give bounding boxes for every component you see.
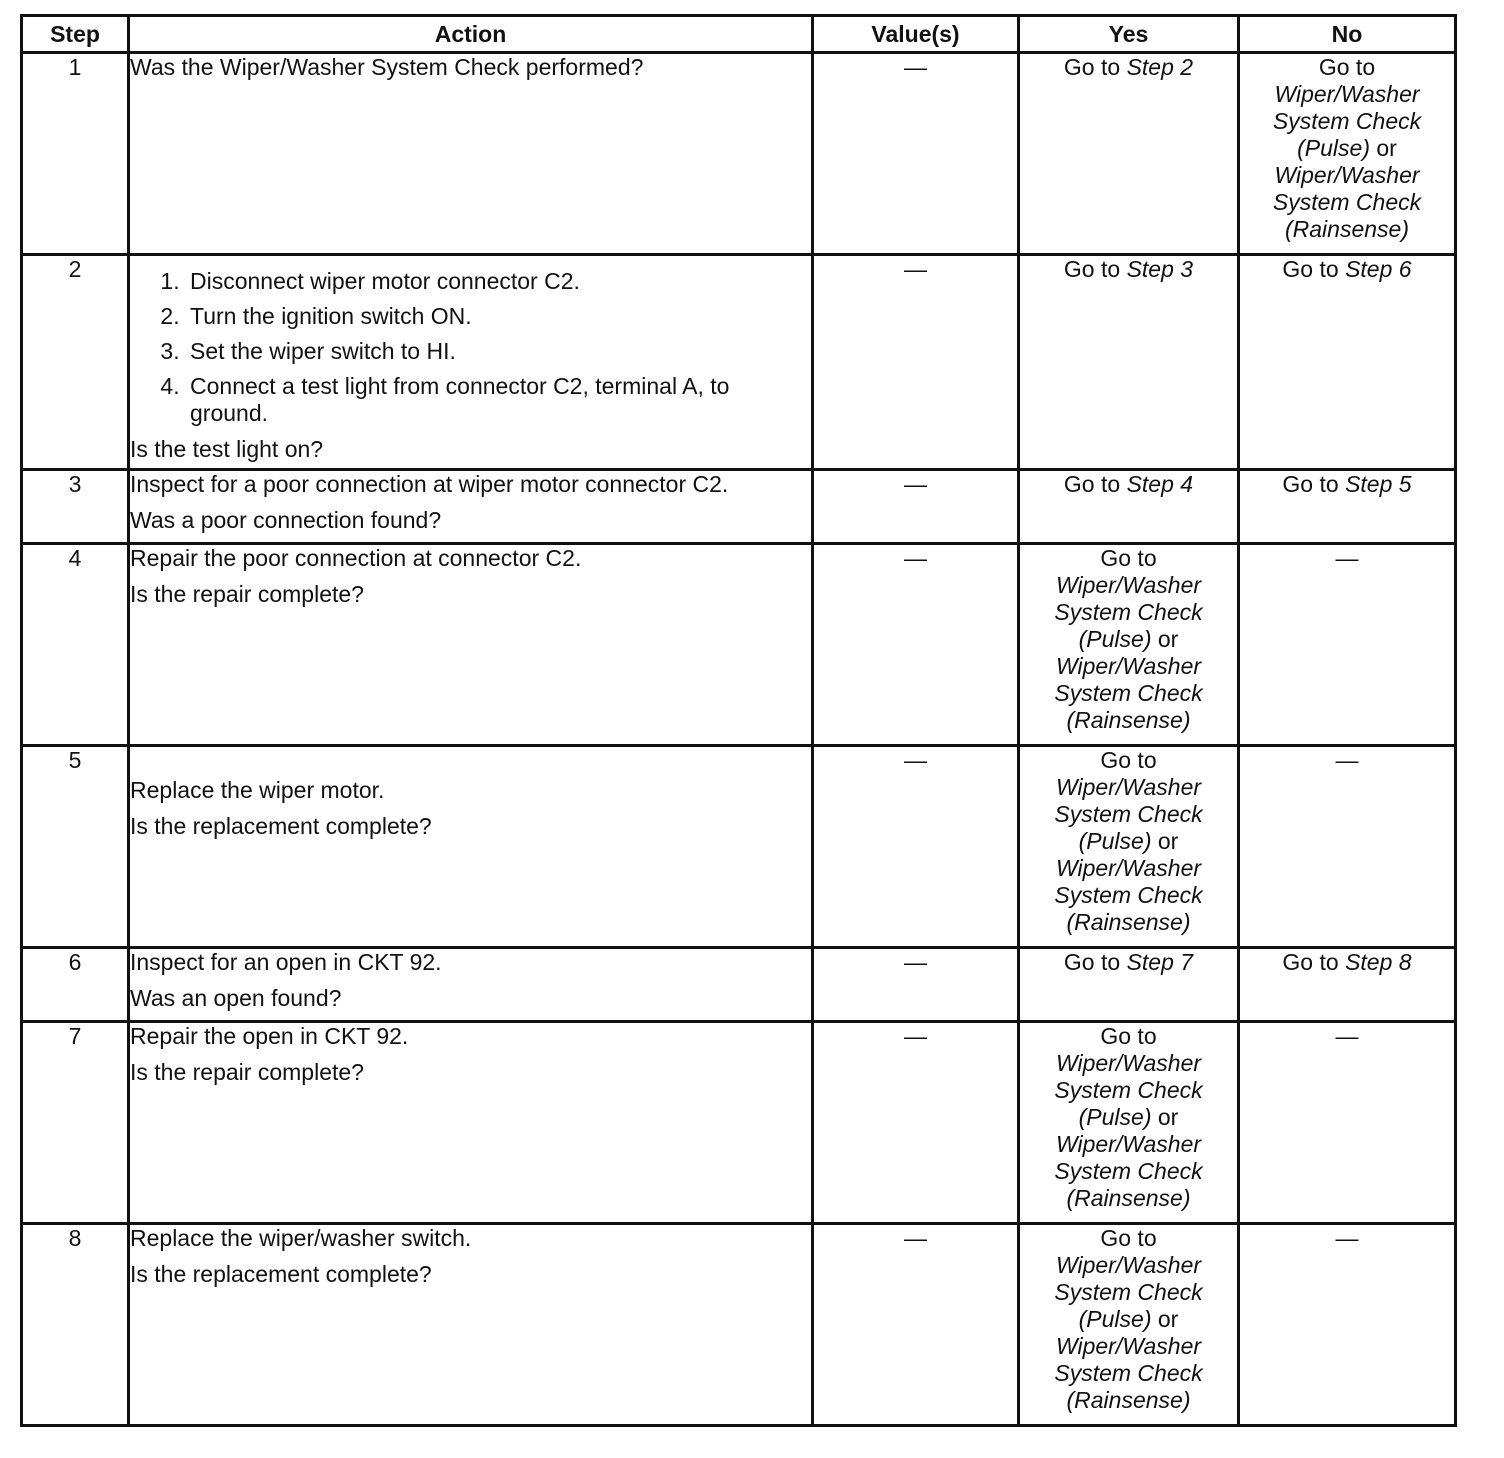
procedure-step: 2. Turn the ignition switch ON. [186,303,811,330]
check-ref: (Rainsense) [1285,216,1409,242]
action-question: Is the replacement complete? [130,1261,432,1287]
check-ref: (Rainsense) [1066,909,1191,935]
yes-cell [1019,948,1239,1022]
header-row [22,16,1456,53]
step-ref: Step 5 [1345,471,1412,497]
diagnostic-table [20,14,1457,1427]
check-ref: System Check [1272,108,1422,134]
value-cell: — [813,1022,1019,1224]
action-cell [129,948,813,1022]
check-ref: System Check [1054,1158,1203,1184]
table-row [22,1022,1456,1224]
yes-cell [1019,1022,1239,1224]
check-ref: Wiper/Washer [1055,774,1202,800]
step-number: 8 [22,1224,129,1426]
goto-label: Go to [1100,1225,1157,1251]
check-ref: System Check [1054,680,1203,706]
value-cell: — [813,470,1019,544]
check-ref: Wiper/Washer [1274,81,1420,107]
check-ref: Wiper/Washer [1055,855,1202,881]
check-ref: Wiper/Washer [1055,572,1202,598]
value-cell: — [813,53,1019,255]
step-number: 5 [22,746,129,948]
value-cell: — [813,544,1019,746]
action-cell [129,255,813,470]
action-cell [129,1224,813,1426]
check-ref: System Check [1054,1077,1203,1103]
table-row [22,948,1456,1022]
value-cell: — [813,1224,1019,1426]
step-number: 1 [22,53,129,255]
step-ref: Step 6 [1345,256,1412,282]
value-cell: — [813,746,1019,948]
action-cell [129,53,813,255]
action-question: Is the replacement complete? [130,813,432,839]
table-row [22,255,1456,470]
or-label: or [1157,1104,1179,1130]
check-ref: System Check [1054,1360,1203,1386]
action-text: Was the Wiper/Washer System Check performed? [130,54,644,80]
goto-label: Go to [1100,1023,1157,1049]
step-number: 2 [22,255,129,470]
goto-label: Go to [1063,471,1121,497]
action-question: Is the repair complete? [130,1059,364,1085]
no-cell [1239,948,1456,1022]
procedure-step: 3. Set the wiper switch to HI. [186,338,811,365]
check-ref: (Rainsense) [1066,707,1191,733]
step-ref: Step 2 [1126,54,1194,80]
check-ref: (Pulse) [1078,626,1152,652]
step-ref: Step 4 [1126,471,1194,497]
step-number: 3 [22,470,129,544]
goto-label: Go to [1282,256,1339,282]
yes-cell [1019,470,1239,544]
action-question: Was a poor connection found? [130,507,442,533]
table-row [22,544,1456,746]
action-cell [129,746,813,948]
goto-label: Go to [1282,471,1339,497]
action-question: Is the test light on? [130,436,324,462]
or-label: or [1376,135,1397,161]
goto-label: Go to [1100,747,1157,773]
check-ref: Wiper/Washer [1055,1131,1202,1157]
table-row [22,746,1456,948]
value-cell: — [813,255,1019,470]
action-question: Is the repair complete? [130,581,364,607]
yes-cell [1019,544,1239,746]
check-ref: (Pulse) [1297,135,1370,161]
step-ref: Step 8 [1345,949,1412,975]
action-cell [129,544,813,746]
step-ref: Step 7 [1126,949,1194,975]
or-label: or [1157,828,1179,854]
no-cell: — [1239,544,1456,746]
goto-label: Go to [1100,545,1157,571]
procedure-list [130,268,811,427]
table-row [22,1224,1456,1426]
action-text: Inspect for a poor connection at wiper motor connector C2. [130,471,729,497]
check-ref: Wiper/Washer [1274,162,1420,188]
value-cell: — [813,948,1019,1022]
goto-label: Go to [1063,54,1121,80]
action-text: Replace the wiper/washer switch. [130,1225,472,1251]
no-cell: — [1239,1022,1456,1224]
action-text: Repair the poor connection at connector C2. [130,545,582,571]
action-question: Was an open found? [130,985,342,1011]
check-ref: (Pulse) [1078,1104,1152,1130]
check-ref: System Check [1054,1279,1203,1305]
check-ref: Wiper/Washer [1055,1252,1202,1278]
yes-cell [1019,746,1239,948]
step-number: 7 [22,1022,129,1224]
goto-label: Go to [1063,256,1121,282]
header-no: No [1239,16,1456,53]
action-text: Repair the open in CKT 92. [130,1023,409,1049]
check-ref: (Rainsense) [1066,1387,1191,1413]
yes-cell [1019,1224,1239,1426]
header-yes: Yes [1019,16,1239,53]
goto-label: Go to [1282,949,1339,975]
goto-label: Go to [1063,949,1121,975]
or-label: or [1157,1306,1179,1332]
check-ref: Wiper/Washer [1055,1333,1202,1359]
no-cell: — [1239,1224,1456,1426]
check-ref: (Pulse) [1078,1306,1152,1332]
or-label: or [1157,626,1179,652]
check-ref: Wiper/Washer [1055,1050,1202,1076]
check-ref: (Pulse) [1078,828,1152,854]
action-cell [129,1022,813,1224]
check-ref: System Check [1054,882,1203,908]
table-row [22,470,1456,544]
no-cell [1239,53,1456,255]
header-values: Value(s) [813,16,1019,53]
check-ref: System Check [1054,599,1203,625]
goto-label: Go to [1318,54,1376,80]
step-number: 4 [22,544,129,746]
procedure-step: 1. Disconnect wiper motor connector C2. [186,268,811,295]
table-row [22,53,1456,255]
check-ref: System Check [1272,189,1422,215]
no-cell: — [1239,746,1456,948]
no-cell [1239,255,1456,470]
action-cell [129,470,813,544]
step-ref: Step 3 [1126,256,1194,282]
check-ref: System Check [1054,801,1203,827]
procedure-step: 4. Connect a test light from connector C2, terminal A, to ground. [186,373,811,427]
step-number: 6 [22,948,129,1022]
header-action: Action [129,16,813,53]
action-text: Replace the wiper motor. [130,777,385,803]
check-ref: Wiper/Washer [1055,653,1202,679]
header-step: Step [22,16,129,53]
no-cell [1239,470,1456,544]
action-text: Inspect for an open in CKT 92. [130,949,442,975]
yes-cell [1019,255,1239,470]
check-ref: (Rainsense) [1066,1185,1191,1211]
yes-cell [1019,53,1239,255]
